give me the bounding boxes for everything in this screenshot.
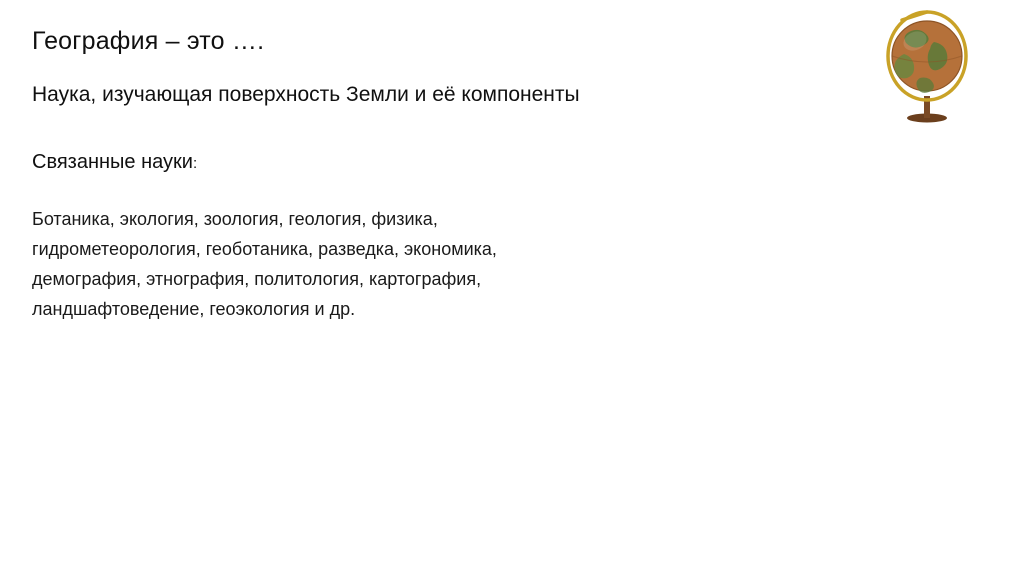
related-sciences-heading-label: Связанные науки <box>32 151 193 173</box>
slide-content <box>32 24 862 324</box>
sciences-list-line: Ботаника, экология, зоология, геология, физика, <box>32 209 438 229</box>
definition-text: Наука, изучающая поверхность Земли и её компоненты <box>32 83 580 106</box>
sciences-list-line: гидрометеорология, геоботаника, разведка, экономика, <box>32 239 497 259</box>
sciences-list <box>32 204 792 324</box>
globe-illustration <box>882 8 972 126</box>
page-title: География – это …. <box>32 27 265 55</box>
related-sciences-heading <box>32 148 862 178</box>
globe-icon <box>882 8 972 126</box>
related-sciences-heading-colon: : <box>192 155 198 172</box>
sciences-list-line: ландшафтоведение, геоэкология и др. <box>32 299 356 319</box>
sciences-list-line: демография, этнография, политология, картография, <box>32 269 482 289</box>
